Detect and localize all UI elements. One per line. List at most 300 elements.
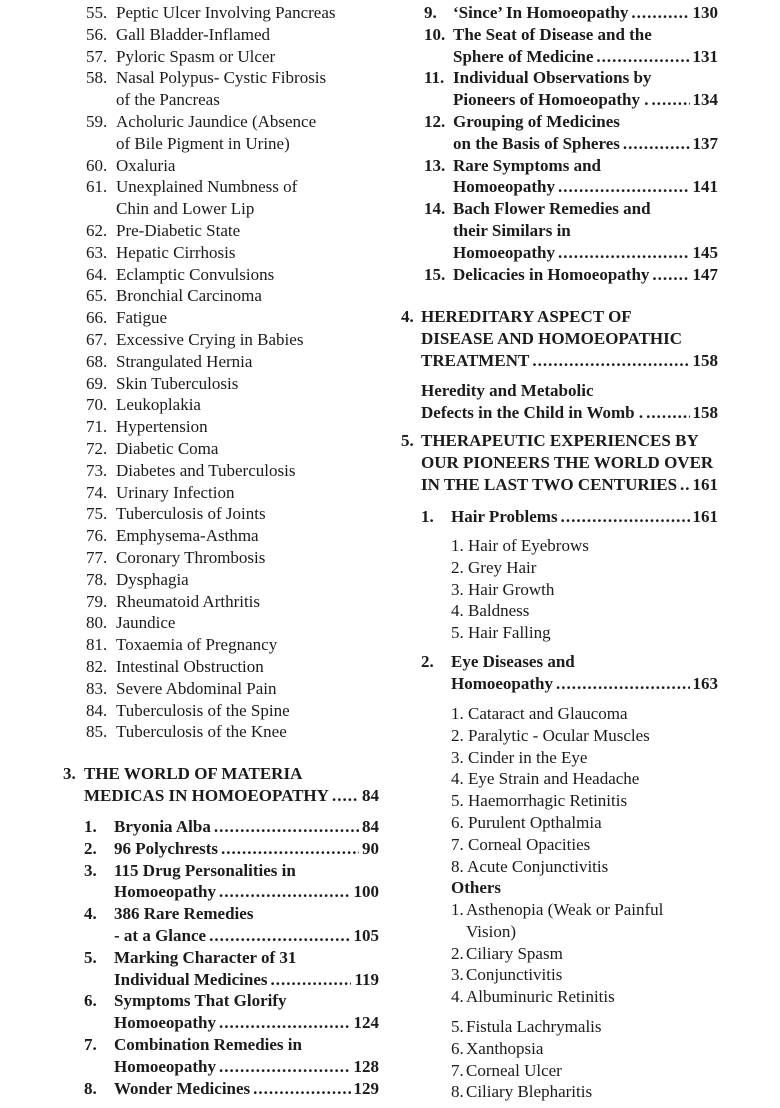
entry-line [116, 678, 386, 700]
entry-line [421, 452, 718, 474]
entry-line [116, 394, 386, 416]
entry-line-text: Fatigue [116, 308, 167, 328]
entry-line-text: IN THE LAST TWO CENTURIES [421, 474, 678, 494]
entry-number: 72. [86, 438, 108, 458]
entry-text [466, 1038, 741, 1060]
entry-line [453, 89, 718, 111]
entry-number: 76. [86, 526, 108, 546]
entry-line [453, 24, 718, 46]
entry-number: 70. [86, 395, 108, 415]
entry-number: 5. [451, 1017, 464, 1036]
list-item: 1. Cataract and Glaucoma [451, 704, 628, 723]
entry-line [421, 306, 718, 328]
entry-line [114, 838, 379, 860]
entry-number: 83. [86, 678, 108, 698]
entry-line-text: HEREDITARY ASPECT OF [421, 307, 632, 326]
hair-problems-list [451, 535, 731, 644]
entry-line [114, 969, 379, 991]
others-list-continued [451, 1016, 741, 1103]
page-number: 141 [692, 177, 718, 197]
toc-entry [84, 903, 379, 947]
dot-leader [219, 1012, 351, 1034]
entry-text [421, 380, 718, 424]
entry-text [116, 656, 386, 678]
entry-line-text: Marking Character of 31 [114, 947, 297, 967]
entry-line-text: Homoeopathy [114, 882, 216, 902]
entry-line-text: Skin Tuberculosis [116, 373, 239, 393]
entry-line [453, 242, 718, 264]
entry-text [116, 242, 386, 264]
entry-line-text: Gall Bladder-Inflamed [116, 24, 271, 44]
entry-line-text: Intestinal Obstruction [116, 656, 264, 676]
dot-leader [646, 402, 689, 424]
entry-text [116, 46, 386, 68]
left-numbered-list [86, 2, 386, 743]
entry-line [466, 1038, 741, 1060]
entry-text [116, 525, 386, 547]
entry-number: 80. [86, 613, 108, 633]
list-item: 2. Grey Hair [451, 557, 537, 577]
toc-entry [451, 1081, 741, 1103]
entry-number: 74. [86, 482, 108, 502]
entry-text [421, 306, 718, 371]
entry-number: 73. [86, 460, 108, 480]
chapter-3-entries [84, 816, 379, 1099]
page-number: 129 [353, 1078, 379, 1098]
toc-entry [86, 394, 386, 416]
entry-line-text: OUR PIONEERS THE WORLD OVER [421, 452, 714, 472]
toc-entry [63, 763, 379, 807]
entry-line-text: Xanthopsia [466, 1038, 544, 1058]
entry-number: 84. [86, 700, 108, 720]
entry-line-text: Excessive Crying in Babies [116, 329, 304, 349]
toc-entry [421, 651, 718, 695]
entry-text [116, 416, 386, 438]
entry-number: 15. [424, 264, 446, 284]
entry-text [116, 569, 386, 591]
entry-text [453, 264, 718, 286]
entry-number: 71. [86, 417, 108, 437]
entry-line-text: Nasal Polypus- Cystic Fibrosis [116, 68, 327, 88]
entry-number: 75. [86, 504, 108, 524]
toc-entry [424, 155, 718, 199]
dot-leader [623, 133, 690, 155]
entry-line [116, 133, 386, 155]
entry-line [116, 438, 386, 460]
page-number: 84 [362, 785, 379, 805]
page-number: 161 [692, 507, 718, 526]
entry-number: 66. [86, 308, 108, 328]
entry-line-text: MEDICAS IN HOMOEOPATHY [84, 785, 329, 805]
page-number: 131 [692, 46, 718, 66]
entry-line-text: Homoeopathy [114, 1013, 216, 1033]
entry-text [114, 903, 379, 947]
entry-line [116, 89, 386, 111]
entry-line [84, 785, 379, 807]
entry-line-text: Dysphagia [116, 569, 189, 589]
dot-leader [558, 242, 690, 264]
entry-line [453, 198, 718, 220]
entry-line [114, 1012, 379, 1034]
entry-number: 61. [86, 177, 108, 197]
entry-number: 6. [84, 991, 97, 1011]
chapter-5-heading [401, 430, 718, 495]
entry-line [114, 881, 379, 903]
toc-entry [86, 176, 386, 220]
entry-text [116, 220, 386, 242]
toc-entry [451, 1060, 741, 1082]
entry-text [114, 816, 379, 838]
entry-line [421, 350, 718, 372]
entry-line [451, 651, 718, 673]
entry-line-text: their Similars in [453, 220, 571, 240]
toc-entry [84, 990, 379, 1034]
entry-number: 1. [421, 507, 434, 526]
toc-entry [86, 569, 386, 591]
entry-number: 64. [86, 264, 108, 284]
chapter-3-heading [63, 763, 379, 807]
entry-line [453, 133, 718, 155]
entry-line-text: Diabetes and Tuberculosis [116, 460, 296, 480]
entry-number: 11. [424, 68, 445, 88]
entry-line-text: Leukoplakia [116, 395, 201, 415]
entry-line [421, 380, 718, 402]
toc-entry [86, 351, 386, 373]
entry-line-text: Pioneers of Homoeopathy . [453, 90, 649, 110]
entry-number: 4. [84, 904, 97, 924]
entry-line-text: Chin and Lower Lip [116, 199, 255, 219]
toc-entry [86, 678, 386, 700]
entry-line-text: Acholuric Jaundice (Absence [116, 111, 317, 131]
entry-line-text: Rheumatoid Arthritis [116, 591, 261, 611]
entry-line-text: Oxaluria [116, 155, 176, 175]
entry-number: 12. [424, 111, 446, 131]
entry-number: 2. [84, 838, 97, 858]
entry-line-text: Homoeopathy [451, 673, 553, 693]
entry-number: 79. [86, 591, 108, 611]
entry-line [466, 899, 741, 921]
entry-text [116, 394, 386, 416]
dot-leader [652, 264, 689, 286]
toc-entry [86, 264, 386, 286]
toc-entry [86, 155, 386, 177]
toc-entry [86, 307, 386, 329]
entry-line-text: Conjunctivitis [466, 965, 563, 985]
entry-line [116, 351, 386, 373]
entry-line [466, 964, 741, 986]
entry-text [116, 678, 386, 700]
entry-line-text: Homoeopathy [453, 242, 555, 262]
entry-number: 81. [86, 635, 108, 655]
entry-number: 13. [424, 155, 446, 175]
toc-entry [86, 656, 386, 678]
dot-leader [219, 1056, 351, 1078]
entry-line-text: Defects in the Child in Womb . [421, 402, 644, 422]
entry-line-text: 115 Drug Personalities in [114, 860, 296, 880]
toc-entry [451, 1038, 741, 1060]
entry-text [114, 860, 379, 904]
entry-text [116, 264, 386, 286]
entry-line [114, 1034, 379, 1056]
page-number: 84 [362, 817, 379, 836]
entry-line-text: Rare Symptoms and [453, 155, 601, 175]
entry-line [116, 46, 386, 68]
entry-line-text: Coronary Thrombosis [116, 547, 266, 567]
entry-line-text: Diabetic Coma [116, 438, 219, 458]
entry-text [466, 899, 741, 943]
entry-line-text: Hepatic Cirrhosis [116, 242, 236, 262]
entry-line [116, 307, 386, 329]
entry-number: 10. [424, 24, 446, 44]
entry-line [116, 612, 386, 634]
entry-line [114, 1078, 379, 1100]
entry-number: 5. [84, 947, 97, 967]
entry-number: 59. [86, 111, 108, 131]
entry-number: 14. [424, 199, 446, 219]
entry-text [451, 651, 718, 695]
entry-number: 4. [401, 307, 414, 326]
entry-line [453, 155, 718, 177]
entry-line [453, 264, 718, 286]
topic-hair-problems [421, 506, 718, 528]
list-item: 5. Haemorrhagic Retinitis [451, 791, 628, 811]
entry-text [116, 351, 386, 373]
entry-line-text: Sphere of Medicine [453, 46, 594, 66]
toc-entry [86, 547, 386, 569]
toc-entry [424, 67, 718, 111]
entry-line [466, 943, 741, 965]
entry-text [421, 430, 718, 495]
entry-line [421, 474, 718, 496]
entry-text [116, 2, 386, 24]
page-number: 105 [353, 925, 379, 945]
entry-number: 7. [451, 1060, 464, 1080]
entry-line-text: Tuberculosis of the Knee [116, 722, 287, 742]
entry-line-text: Emphysema-Asthma [116, 526, 259, 546]
entry-line [116, 2, 386, 24]
toc-entry [421, 506, 718, 528]
toc-entry [84, 838, 379, 860]
entry-text [116, 460, 386, 482]
entry-number: 1. [451, 900, 464, 919]
toc-entry [84, 947, 379, 991]
dot-leader [219, 881, 351, 903]
entry-line [421, 430, 718, 452]
entry-number: 6. [451, 1038, 464, 1058]
entry-line [116, 416, 386, 438]
entry-line-text: Wonder Medicines [114, 1078, 251, 1098]
entry-text [114, 1078, 379, 1100]
entry-line-text: Toxaemia of Pregnancy [116, 635, 278, 655]
entry-text [466, 1081, 741, 1103]
entry-text [453, 155, 718, 199]
entry-number: 3. [84, 860, 97, 880]
chapter-3-entries-continued [424, 2, 718, 285]
entry-line-text: Eye Diseases and [451, 652, 575, 671]
entry-line [116, 525, 386, 547]
page-number: 130 [692, 3, 718, 22]
entry-text [453, 111, 718, 155]
toc-entry [86, 2, 386, 24]
entry-text [466, 986, 741, 1008]
toc-entry [451, 1016, 741, 1038]
entry-line [453, 2, 718, 24]
entry-line [453, 220, 718, 242]
entry-text [116, 591, 386, 613]
entry-line-text: Eclamptic Convulsions [116, 264, 275, 284]
entry-line [114, 860, 379, 882]
list-item: 1. Hair of Eyebrows [451, 536, 589, 555]
entry-line [453, 176, 718, 198]
entry-line-text: Tuberculosis of Joints [116, 504, 266, 524]
toc-entry [86, 460, 386, 482]
entry-number: 55. [86, 3, 108, 22]
list-item: 7. Corneal Opacities [451, 834, 591, 854]
entry-line [116, 155, 386, 177]
toc-entry [86, 591, 386, 613]
page-number: 137 [692, 133, 718, 153]
entry-text [116, 634, 386, 656]
entry-line [114, 816, 379, 838]
entry-line [466, 1016, 741, 1038]
entry-line [466, 921, 741, 943]
dot-leader [651, 89, 689, 111]
toc-entry [451, 943, 741, 965]
entry-text [116, 307, 386, 329]
entry-line-text: Asthenopia (Weak or Painful [466, 900, 664, 919]
entry-text [116, 503, 386, 525]
entry-number: 3. [451, 965, 464, 985]
entry-line [116, 264, 386, 286]
entry-number: 60. [86, 155, 108, 175]
entry-line-text: Peptic Ulcer Involving Pancreas [116, 3, 336, 22]
entry-line [453, 111, 718, 133]
dot-leader [596, 46, 689, 68]
page-number: 128 [353, 1056, 379, 1076]
toc-entry [86, 220, 386, 242]
entry-line-text: Grouping of Medicines [453, 111, 620, 131]
entry-text [114, 1034, 379, 1078]
entry-line [116, 656, 386, 678]
page-number: 119 [354, 969, 379, 989]
page-number: 147 [692, 264, 718, 284]
entry-line [116, 285, 386, 307]
toc-entry [86, 525, 386, 547]
dot-leader [680, 474, 689, 496]
chapter-4-subentry [421, 380, 718, 424]
toc-entry [86, 242, 386, 264]
toc-entry [86, 438, 386, 460]
entry-number: 9. [424, 3, 437, 22]
entry-number: 58. [86, 68, 108, 88]
entry-text [116, 329, 386, 351]
toc-entry [451, 986, 741, 1008]
entry-number: 57. [86, 46, 108, 66]
entry-number: 1. [84, 817, 97, 836]
page-number: 124 [353, 1013, 379, 1033]
entry-line-text: TREATMENT [421, 350, 530, 370]
entry-text [451, 506, 718, 528]
entry-number: 85. [86, 722, 108, 742]
list-item: 3. Cinder in the Eye [451, 747, 588, 767]
entry-line-text: Vision) [466, 921, 516, 941]
entry-line [114, 1056, 379, 1078]
entry-text [116, 373, 386, 395]
list-item: 8. Acute Conjunctivitis [451, 856, 609, 876]
toc-entry [86, 373, 386, 395]
toc-entry [84, 816, 379, 838]
entry-line-text: on the Basis of Spheres [453, 133, 620, 153]
entry-text [116, 111, 386, 155]
entry-text [84, 763, 379, 807]
toc-entry [401, 430, 718, 495]
entry-line-text: Severe Abdominal Pain [116, 678, 277, 698]
toc-entry [86, 482, 386, 504]
entry-line [116, 482, 386, 504]
entry-line [114, 903, 379, 925]
entry-number: 63. [86, 242, 108, 262]
toc-entry [424, 264, 718, 286]
dot-leader [221, 838, 359, 860]
entry-line-text: Pre-Diabetic State [116, 220, 241, 240]
entry-line [116, 547, 386, 569]
entry-text [116, 285, 386, 307]
entry-line [116, 460, 386, 482]
topic-eye-diseases [421, 651, 718, 695]
entry-text [466, 1060, 741, 1082]
entry-line [84, 763, 379, 785]
entry-line-text: DISEASE AND HOMOEOPATHIC [421, 328, 683, 348]
entry-text [114, 947, 379, 991]
entry-line-text: Individual Observations by [453, 68, 652, 88]
toc-entry [424, 111, 718, 155]
entry-line-text: Bach Flower Remedies and [453, 199, 651, 219]
entry-line [466, 986, 741, 1008]
entry-number: 82. [86, 656, 108, 676]
dot-leader [209, 925, 350, 947]
entry-text [116, 24, 386, 46]
entry-line-text: Tuberculosis of the Spine [116, 700, 290, 720]
page-number: 90 [362, 838, 379, 858]
entry-line-text: Combination Remedies in [114, 1034, 302, 1054]
toc-entry [86, 721, 386, 743]
toc-entry [84, 860, 379, 904]
entry-line-text: Strangulated Hernia [116, 351, 253, 371]
entry-line [421, 402, 718, 424]
dot-leader [631, 2, 689, 24]
entry-line [116, 242, 386, 264]
toc-entry [86, 416, 386, 438]
dot-leader [253, 1078, 350, 1100]
entry-line [116, 111, 386, 133]
entry-line [116, 373, 386, 395]
toc-entry [424, 2, 718, 24]
entry-number: 8. [451, 1082, 464, 1102]
entry-line-text: 96 Polychrests [114, 838, 219, 858]
entry-line-text: ‘Since’ In Homoeopathy [453, 3, 629, 22]
entry-text [114, 838, 379, 860]
page-number: 161 [692, 474, 718, 494]
toc-entry [86, 67, 386, 111]
entry-line [114, 947, 379, 969]
entry-number: 78. [86, 569, 108, 589]
entry-line-text: Fistula Lachrymalis [466, 1017, 602, 1036]
entry-text [453, 24, 718, 68]
entry-line [116, 24, 386, 46]
chapter-4-heading [401, 306, 718, 371]
entry-line [451, 506, 718, 528]
others-label: Others [451, 878, 502, 897]
